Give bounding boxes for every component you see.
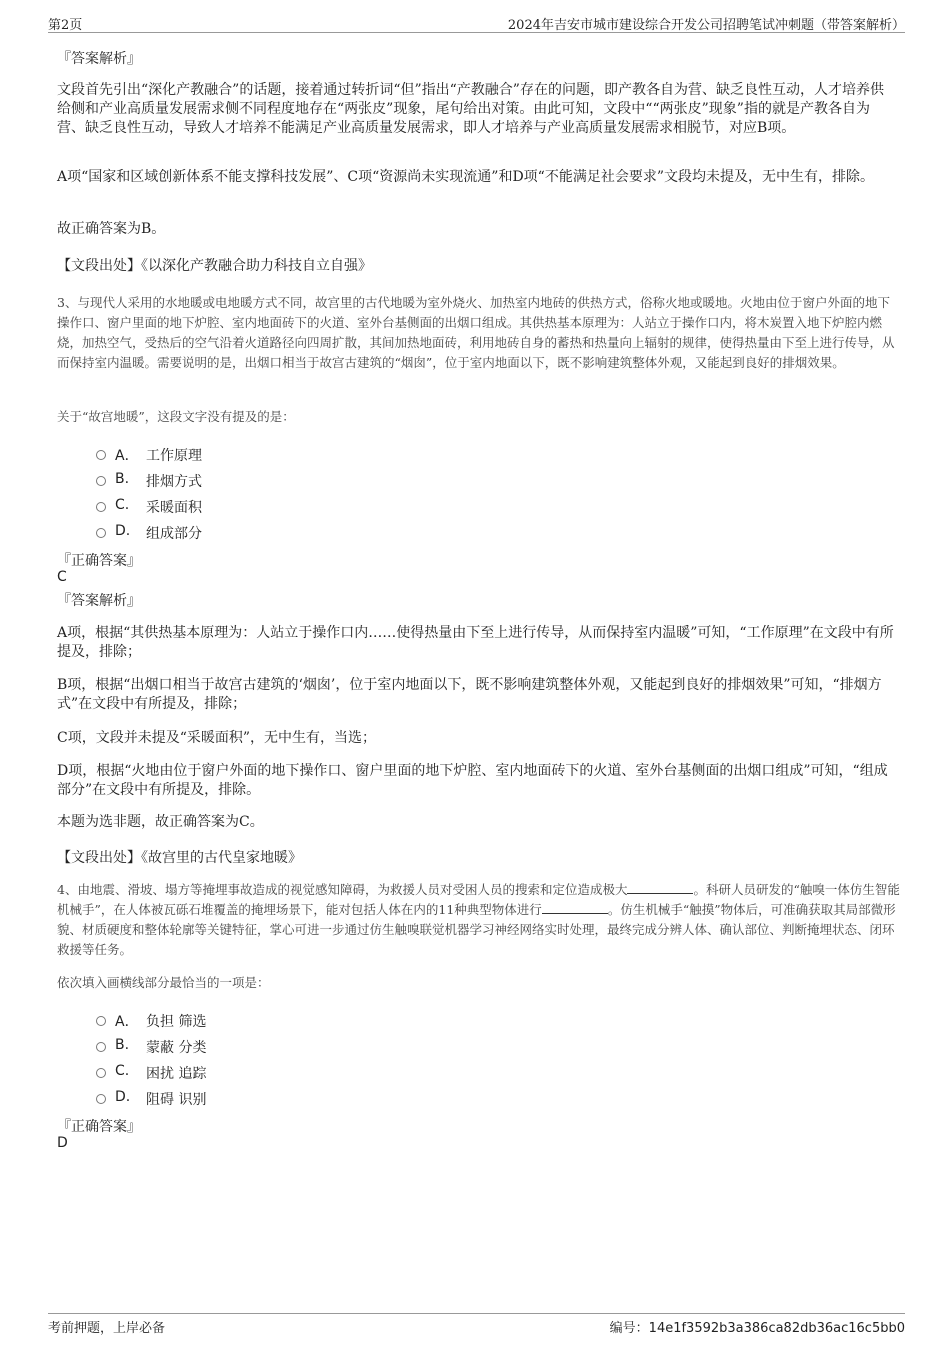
q3-analysis-b: B项，根据“出烟口相当于故宫古建筑的‘烟囱’，位于室内地面以下，既不影响建筑整体外观，又能起到良好的排烟效果”可知，“排烟方式”在文段中有所提及，排除； [57,677,882,712]
q3-correct-label: 『正确答案』 [57,553,141,569]
q3-source: 【文段出处】《故宫里的古代皇家地暖》 [57,850,302,866]
option-text: 采暖面积 [146,500,202,516]
q4-stem [57,880,902,960]
option-letter: D. [115,1089,131,1105]
q4-correct-answer: D [57,1135,68,1151]
q2-source: 【文段出处】《以深化产教融合助力科技自立自强》 [57,258,372,274]
q2-analysis-p3: 故正确答案为B。 [57,221,166,237]
radio-icon[interactable] [96,450,106,460]
radio-icon[interactable] [96,1094,106,1104]
option-text: 阻碍 识别 [146,1092,207,1108]
option-text: 负担 筛选 [146,1014,207,1030]
q3-analysis-c: C项，文段并未提及“采暖面积”，无中生有，当选； [57,730,377,746]
fill-blank-1 [627,881,693,894]
option-letter: D. [115,523,131,539]
q2-analysis-p2: A项“国家和区域创新体系不能支撑科技发展”、C项“资源尚未实现流通”和D项“不能满足社会要求”文段均未提及，无中生有，排除。 [57,169,874,185]
page-header [48,12,905,33]
option-text: 排烟方式 [146,474,202,490]
option-text: 组成部分 [146,526,202,542]
q3-analysis-d: D项，根据“火地由位于窗户外面的地下操作口、窗户里面的地下炉腔、室内地面砖下的火道、室外台基侧面的出烟口组成”可知，“组成部分”在文段中有所提及，排除。 [57,763,888,798]
radio-icon[interactable] [96,1042,106,1052]
radio-icon[interactable] [96,528,106,538]
option-letter: A． [115,1014,139,1030]
page-footer [48,1313,905,1334]
document-title: 2024年吉安市城市建设综合开发公司招聘笔试冲刺题（带答案解析） [507,18,905,33]
fill-blank-2 [542,901,608,914]
footer-slogan: 考前押题，上岸必备 [48,1321,166,1336]
option-letter: C. [115,497,130,513]
q2-analysis-p1: 文段首先引出“深化产教融合”的话题，接着通过转折词“但”指出“产教融合”存在的问题，即产教各自为营、缺乏良性互动，人才培养供给侧和产业高质量发展需求侧不同程度地存在“两张皮”现象，尾句给出对策。由此可知，文段中““两张皮”现象”指的就是产教各自为营、缺乏良性互动，导致人才培养不能满足产业高质量发展需求，即人才培养与产业高质量发展需求相脱节，对应B项。 [57,82,884,136]
code-label: 编号： [609,1321,649,1336]
q4-stem-part-2: 。科研人员研发的“触嗅一体仿生智能机械手”，在人体被瓦砾石堆覆盖的掩埋场景下，能对包括人体在内的11种典型物体进行 [57,882,900,917]
q3-analysis-a: A项，根据“其供热基本原理为：人站立于操作口内……使得热量由下至上进行传导，从而保持室内温暖”可知，“工作原理”在文段中有所提及，排除； [57,625,894,660]
code-value: 14e1f3592b3a386ca82db36ac16c5bb0 [648,1321,905,1336]
radio-icon[interactable] [96,1068,106,1078]
option-letter: B. [115,1037,130,1053]
document-code [610,1317,905,1336]
q3-conclusion: 本题为选非题，故正确答案为C。 [57,814,264,830]
option-text: 工作原理 [146,448,202,464]
q4-stem-part-3: 。仿生机械手“触摸”物体后，可准确获取其局部微形貌、材质硬度和整体轮廓等关键特征，掌心可进一步通过仿生触嗅联觉机器学习神经网络实时处理，最终完成分辨人体、确认部位、判断掩埋状态、闭环救援等任务。 [57,902,896,957]
option-letter: A． [115,448,139,464]
q3-correct-answer: C [57,569,67,585]
radio-icon[interactable] [96,502,106,512]
option-text: 困扰 追踪 [146,1066,207,1082]
option-letter: C. [115,1063,130,1079]
q3-stem: 3、与现代人采用的水地暖或电地暖方式不同，故宫里的古代地暖为室外烧火、加热室内地砖的供热方式，俗称火地或暖地。火地由位于窗户外面的地下操作口、窗户里面的地下炉腔、室内地面砖下的火道、室外台基侧面的出烟口组成。其供热基本原理为：人站立于操作口内，将木炭置入地下炉腔内燃烧，加热空气，受热后的空气沿着火道路径向四周扩散，其间加热地面砖，利用地砖自身的蓄热和热量向上辐射的规律，使得热量由下至上进行传导，从而保持室内温暖。需要说明的是，出烟口相当于故宫古建筑的“烟囱”，位于室内地面以下，既不影响建筑整体外观，又能起到良好的排烟效果。 [57,295,895,370]
option-text: 蒙蔽 分类 [146,1040,207,1056]
q3-analysis-label: 『答案解析』 [57,593,141,609]
radio-icon[interactable] [96,1016,106,1026]
q2-analysis-label: 『答案解析』 [57,51,141,67]
radio-icon[interactable] [96,476,106,486]
q3-question: 关于“故宫地暖”，这段文字没有提及的是： [57,409,295,424]
q4-question: 依次填入画横线部分最恰当的一项是： [57,975,270,990]
q4-stem-part-1: 4、由地震、滑坡、塌方等掩埋事故造成的视觉感知障碍，为救援人员对受困人员的搜索和定位造成极大 [57,882,628,897]
option-letter: B. [115,471,130,487]
page-number: 第2页 [48,18,83,33]
q4-correct-label: 『正确答案』 [57,1119,141,1135]
